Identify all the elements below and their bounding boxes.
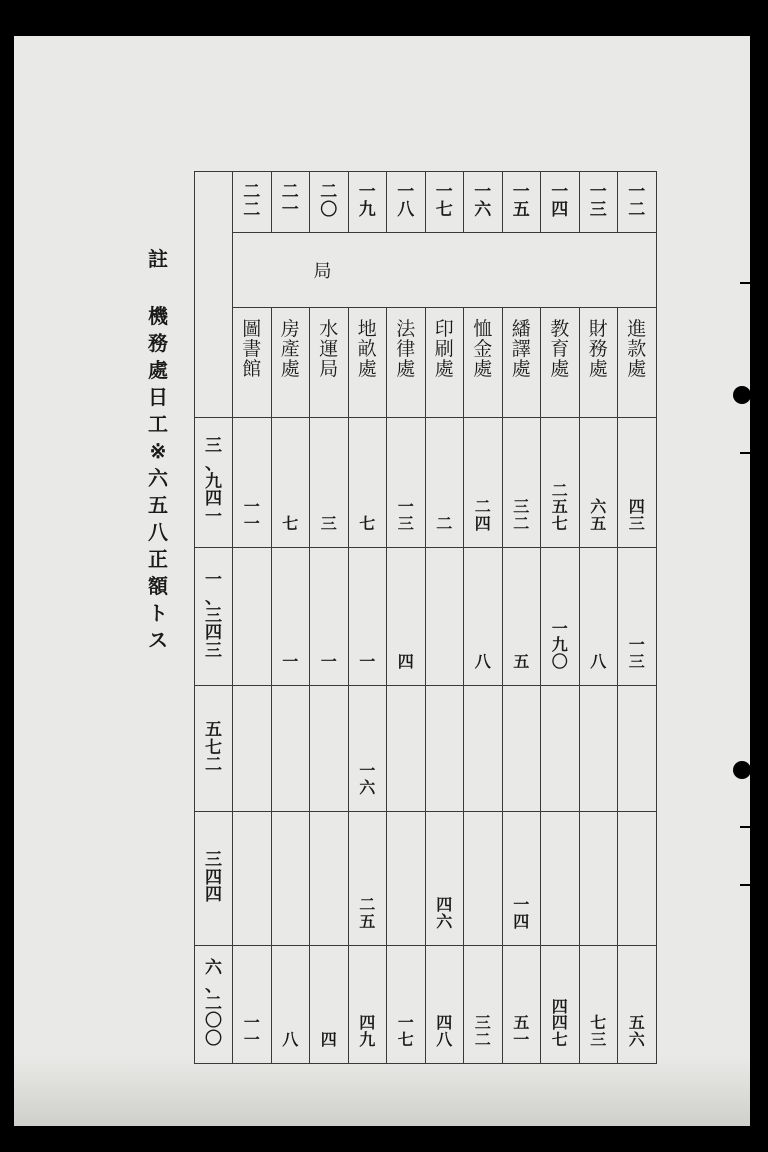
- ledger-table: [194, 171, 657, 1064]
- table-cell: 八: [271, 946, 310, 1064]
- table-cell: 一 三: [387, 418, 426, 548]
- table-cell: [233, 686, 272, 812]
- row-total: 三 、 九 四 一: [195, 418, 233, 548]
- table-row: [195, 946, 657, 1064]
- table-cell: 五 一: [502, 946, 541, 1064]
- department-name: 地 畝 處: [348, 308, 387, 418]
- table-cell: 二 五 七: [541, 418, 580, 548]
- department-name: 水 運 局: [310, 308, 349, 418]
- row-total: 五 七 二: [195, 686, 233, 812]
- department-name: 印 刷 處: [425, 308, 464, 418]
- table-cell: [618, 686, 657, 812]
- footnote-text: 機 務 處 日 工 ※ 六 五 八 正 額 ト ス: [148, 304, 168, 652]
- binding-hole-bottom: [733, 761, 751, 779]
- table-cell: 七 三: [579, 946, 618, 1064]
- table-cell: 八: [579, 548, 618, 686]
- column-number: 一 五: [502, 172, 541, 233]
- department-name: 財 務 處: [579, 308, 618, 418]
- table-cell: [579, 686, 618, 812]
- department-name: 進 款 處: [618, 308, 657, 418]
- department-name: 繙 譯 處: [502, 308, 541, 418]
- table-cell: 三 二: [464, 946, 503, 1064]
- binding-hole-top: [733, 386, 751, 404]
- table-cell: 七: [348, 418, 387, 548]
- column-number: 一 三: [579, 172, 618, 233]
- table-cell: 五: [502, 548, 541, 686]
- table-cell: 一 三: [618, 548, 657, 686]
- table-cell: 四 三: [618, 418, 657, 548]
- table-cell: [310, 686, 349, 812]
- table-row: [195, 418, 657, 548]
- table-cell: 一 九 〇: [541, 548, 580, 686]
- table-row: [195, 686, 657, 812]
- column-number: 二 一: [271, 172, 310, 233]
- table-row: [195, 548, 657, 686]
- column-number: 二 二: [233, 172, 272, 233]
- row-total: 六 、 二 〇 〇: [195, 946, 233, 1064]
- table-cell: 二 五: [348, 812, 387, 946]
- table-cell: 四 九: [348, 946, 387, 1064]
- table-cell: 三 二: [502, 418, 541, 548]
- row-total: 一 、 三 四 三: [195, 548, 233, 686]
- table-cell: 五 六: [618, 946, 657, 1064]
- department-name: 圖 書 館: [233, 308, 272, 418]
- table-cell: [387, 812, 426, 946]
- table-cell: [464, 686, 503, 812]
- table-cell: [541, 812, 580, 946]
- table-cell: 四 四 七: [541, 946, 580, 1064]
- department-name: 法 律 處: [387, 308, 426, 418]
- page-edge-shading: [14, 1056, 750, 1126]
- table-cell: [387, 686, 426, 812]
- table-cell: 一: [310, 548, 349, 686]
- table-cell: 七: [271, 418, 310, 548]
- table-cell: [271, 812, 310, 946]
- table-cell: 四 八: [425, 946, 464, 1064]
- table-cell: 八: [464, 548, 503, 686]
- table-cell: [310, 812, 349, 946]
- column-number: 一 四: [541, 172, 580, 233]
- table-cell: 三: [310, 418, 349, 548]
- table-cell: 一 一: [233, 946, 272, 1064]
- table-cell: 六 五: [579, 418, 618, 548]
- footnote: [138, 246, 178, 654]
- table-cell: 一: [348, 548, 387, 686]
- edge-mark: [740, 884, 752, 886]
- table-cell: 一 四: [502, 812, 541, 946]
- group-spacer: [233, 233, 310, 308]
- department-name: 教 育 處: [541, 308, 580, 418]
- column-number: 一 九: [348, 172, 387, 233]
- table-cell: 二: [425, 418, 464, 548]
- table-cell: [233, 812, 272, 946]
- column-number: 一 六: [464, 172, 503, 233]
- edge-mark: [740, 282, 752, 284]
- table-cell: 四 六: [425, 812, 464, 946]
- table-cell: [502, 686, 541, 812]
- table-cell: 一: [271, 548, 310, 686]
- table-row: [195, 812, 657, 946]
- row-total: 三 四 四: [195, 812, 233, 946]
- table-cell: 二 四: [464, 418, 503, 548]
- table-cell: [271, 686, 310, 812]
- table-cell: 一 六: [348, 686, 387, 812]
- table-cell: 四: [387, 548, 426, 686]
- table-cell: [425, 686, 464, 812]
- footnote-label: 註: [148, 247, 168, 271]
- table-cell: 一 一: [233, 418, 272, 548]
- group-label: 局: [310, 233, 657, 308]
- table-cell: [618, 812, 657, 946]
- column-number: 一 二: [618, 172, 657, 233]
- table-cell: [464, 812, 503, 946]
- edge-mark: [740, 452, 752, 454]
- column-number: 二 〇: [310, 172, 349, 233]
- corner-cell: [195, 172, 233, 418]
- department-name: 房 產 處: [271, 308, 310, 418]
- column-number: 一 七: [425, 172, 464, 233]
- table-cell: [579, 812, 618, 946]
- table-cell: [233, 548, 272, 686]
- table-cell: [425, 548, 464, 686]
- table-cell: 四: [310, 946, 349, 1064]
- table-cell: [541, 686, 580, 812]
- department-name: 恤 金 處: [464, 308, 503, 418]
- table-cell: 一 七: [387, 946, 426, 1064]
- column-number: 一 八: [387, 172, 426, 233]
- edge-mark: [740, 826, 752, 828]
